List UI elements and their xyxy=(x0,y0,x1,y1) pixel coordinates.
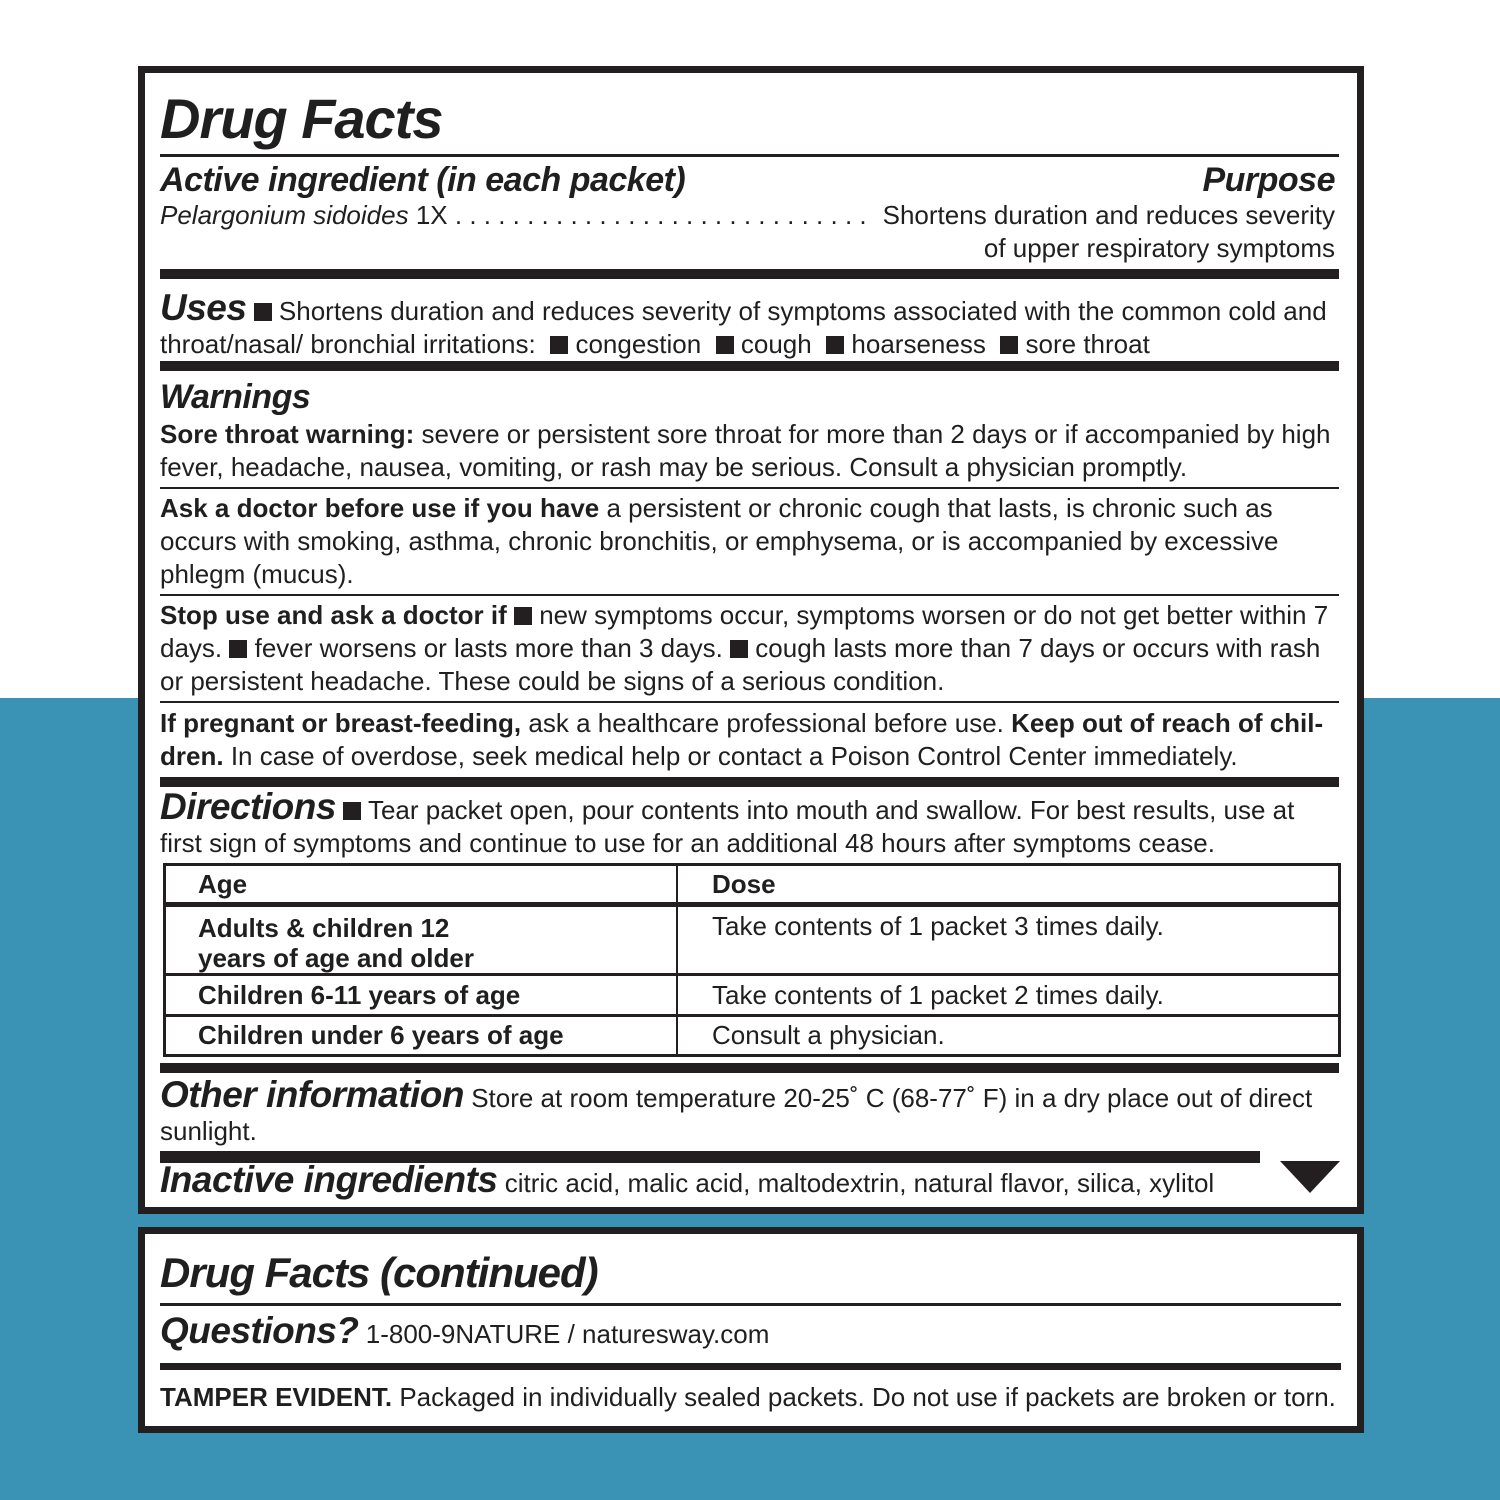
thick-divider xyxy=(160,269,1339,279)
ask-doctor-warning xyxy=(160,492,1337,591)
ingredient-name: Pelargonium sidoides xyxy=(160,200,409,230)
table-cell-dose: Consult a physician. xyxy=(712,1020,945,1050)
bullet-square-icon xyxy=(826,336,844,354)
continue-arrow-icon xyxy=(1280,1161,1340,1193)
stop-use-item: new symptoms occur, symptoms worsen or do not get better within 7 days. xyxy=(160,600,1329,663)
pregnant-text: ask a healthcare professional before use. xyxy=(528,708,1004,738)
active-ingredient-header: Active ingredient (in each packet) xyxy=(160,161,686,199)
overdose-text: In case of overdose, seek medical help or contact a Poison Control Center immediately. xyxy=(230,741,1238,771)
continued-title: Drug Facts (continued) xyxy=(160,1249,598,1296)
tamper-section xyxy=(160,1381,1336,1414)
sore-throat-text: severe or persistent sore throat for more than 2 days or if accompanied by high fever, headache, nausea, vomiting, or rash may be serious. Consult a physician promptly. xyxy=(160,419,1331,482)
inactive-text: citric acid, malic acid, maltodextrin, natural flavor, silica, xylitol xyxy=(504,1168,1215,1198)
purpose-line-2: of upper respiratory symptoms xyxy=(983,233,1335,263)
ingredient-row xyxy=(160,199,867,232)
thick-divider xyxy=(160,1063,1339,1073)
uses-heading: Uses xyxy=(160,287,247,328)
divider xyxy=(160,154,1339,157)
age-line: years of age and older xyxy=(198,943,474,973)
uses-item: sore throat xyxy=(1025,329,1150,359)
age-line: Adults & children 12 xyxy=(198,913,450,943)
divider xyxy=(160,701,1339,703)
ask-doctor-label: Ask a doctor before use if you have xyxy=(160,493,600,523)
drug-facts-panel xyxy=(138,66,1364,1214)
table-cell-age: Children 6-11 years of age xyxy=(198,980,521,1010)
bullet-square-icon xyxy=(716,336,734,354)
divider xyxy=(160,1303,1341,1306)
purpose-line-1: Shortens duration and reduces severity xyxy=(882,200,1335,230)
stop-use-item: cough lasts more than 7 days or occurs with rash or persistent headache. These could be signs of a serious condition. xyxy=(160,633,1321,696)
inactive-section xyxy=(160,1159,1215,1200)
table-row xyxy=(166,907,1338,973)
directions-heading: Directions xyxy=(160,786,336,827)
bullet-square-icon xyxy=(1000,336,1018,354)
keep-out-label: Keep out of reach of chil-dren. xyxy=(160,708,1324,771)
table-header-dose: Dose xyxy=(712,869,776,899)
bullet-square-icon xyxy=(514,607,532,625)
sore-throat-label: Sore throat warning: xyxy=(160,419,415,449)
directions-section xyxy=(160,786,1337,860)
pregnant-warning xyxy=(160,707,1337,773)
sore-throat-warning xyxy=(160,418,1337,484)
tamper-label: TAMPER EVIDENT. xyxy=(160,1382,393,1412)
stop-use-label: Stop use and ask a doctor if xyxy=(160,600,507,630)
other-info-text: Store at room temperature 20-25˚ C (68-77˚ F) in a dry place out of direct sunlight. xyxy=(160,1083,1313,1146)
table-cell-dose: Take contents of 1 packet 2 times daily. xyxy=(712,980,1164,1010)
bullet-square-icon xyxy=(254,303,272,321)
directions-text: Tear packet open, pour contents into mouth and swallow. For best results, use at first sign of symptoms and continue to use for an additional 48 hours after symptoms cease. xyxy=(160,795,1295,858)
table-row xyxy=(166,976,1338,1014)
other-info-heading: Other information xyxy=(160,1074,464,1115)
uses-item: congestion xyxy=(575,329,702,359)
questions-section xyxy=(160,1310,770,1351)
uses-line-1: Shortens duration and reduces severity of symptoms associated with the common cold and xyxy=(278,296,1327,326)
other-info-section xyxy=(160,1074,1337,1148)
tamper-text: Packaged in individually sealed packets. Do not use if packets are broken or torn. xyxy=(399,1382,1336,1412)
table-header-age: Age xyxy=(198,869,248,899)
leader-dots: . . . . . . . . . . . . . . . . . . . . . . . . . . . . . xyxy=(454,200,867,230)
uses-item: cough xyxy=(740,329,812,359)
purpose-header: Purpose xyxy=(1202,161,1335,199)
thick-divider xyxy=(160,361,1339,371)
questions-heading: Questions? xyxy=(160,1310,359,1351)
stop-use-warning xyxy=(160,599,1337,698)
inactive-heading: Inactive ingredients xyxy=(160,1159,498,1200)
bullet-square-icon xyxy=(730,640,748,658)
ingredient-potency: 1X xyxy=(415,200,448,230)
questions-text: 1-800-9NATURE / naturesway.com xyxy=(365,1319,770,1349)
table-cell-dose: Take contents of 1 packet 3 times daily. xyxy=(712,911,1164,941)
dose-table xyxy=(163,863,1341,1057)
purpose-text xyxy=(883,199,1335,265)
divider xyxy=(160,487,1339,489)
divider xyxy=(160,594,1339,596)
bullet-square-icon xyxy=(229,640,247,658)
ask-doctor-text: a persistent or chronic cough that lasts, is chronic such as occurs with smoking, asthma, chronic bronchitis, or emphysema, or is accompanied by excessive phlegm (mucus). xyxy=(160,493,1279,589)
stop-use-item: fever worsens or lasts more than 3 days. xyxy=(254,633,723,663)
uses-line-2: throat/nasal/ bronchial irritations: xyxy=(160,329,536,359)
drug-facts-continued-panel xyxy=(138,1227,1364,1433)
warnings-heading: Warnings xyxy=(160,378,311,416)
pregnant-label: If pregnant or breast-feeding, xyxy=(160,708,522,738)
table-cell-age: Children under 6 years of age xyxy=(198,1020,564,1050)
bullet-square-icon xyxy=(343,802,361,820)
uses-section xyxy=(160,287,1337,361)
table-cell-age xyxy=(198,913,474,973)
uses-item: hoarseness xyxy=(851,329,986,359)
thick-divider xyxy=(160,1363,1341,1370)
table-row xyxy=(166,1017,1338,1054)
drug-facts-title: Drug Facts xyxy=(160,87,443,150)
thick-divider xyxy=(160,777,1339,787)
bullet-square-icon xyxy=(550,336,568,354)
